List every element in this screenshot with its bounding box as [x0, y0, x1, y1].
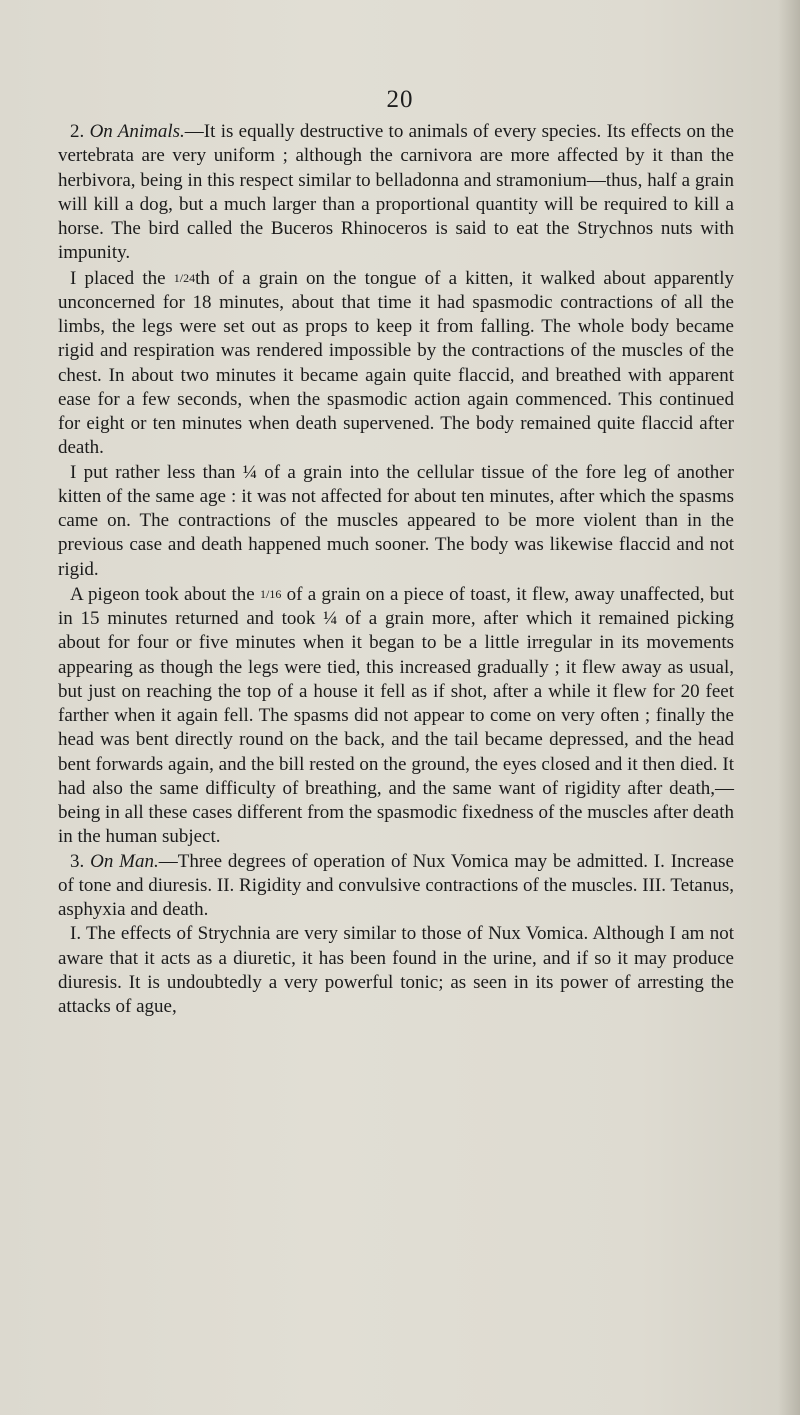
section-number: 3. [70, 850, 85, 872]
paragraph-text: —It is equally destructive to animals of every species. Its effects on the vertebrata are very uniform ; although the carnivora are more affected by it than the herbivora, being in this respect similar to belladonna and stramonium—thus, half a grain will kill a dog, but a much larger than a proportional quantity will be required to kill a horse. The bird called the Buceros Rhinoceros is said to eat the Strychnos nuts with impunity. [58, 121, 734, 264]
dose-fraction: ¼ [242, 461, 257, 483]
dose-fraction: 1/24 [173, 270, 196, 285]
paragraph-kitten-two [58, 461, 734, 582]
paragraph-text-start: A pigeon took about the [70, 583, 260, 605]
dose-fraction: 1/16 [259, 586, 282, 601]
section-heading: On Man. [90, 850, 159, 872]
paragraph-text-end: th of a grain on the tongue of a kitten, it walked about apparently unconcerned for 18 minutes, about that time it had spasmodic contractions of all the limbs, the legs were set out as props to keep it from falling. The whole body became rigid and respiration was rendered impossible by the contractions of the muscles of the chest. In about two minutes it became again quite flaccid, and breathed with apparent ease for a few seconds, when the spasmodic action again commenced. This continued for eight or ten minutes when death supervened. The body remained quite flaccid after death. [58, 267, 734, 459]
paragraph-text: —Three degrees of operation of Nux Vomica may be admitted. I. Increase of tone and diuresis. II. Rigidity and convulsive contractions of the muscles. III. Tetanus, asphyxia and death. [58, 850, 734, 920]
paragraph-on-man [58, 850, 734, 923]
page-edge-shadow [778, 0, 800, 1415]
paragraph-on-animals [58, 120, 734, 266]
section-number: 2. [70, 121, 85, 142]
body-text [58, 120, 734, 1019]
paragraph-text: I. The effects of Strychnia are very similar to those of Nux Vomica. Although I am not aware that it acts as a diuretic, it has been found in the urine, and if so it may produce diuresis. It is undoubtedly a very powerful tonic; as seen in its power of arresting the attacks of ague, [58, 923, 734, 1017]
paragraph-text-start: I placed the [70, 267, 174, 289]
paragraph-text-end: of a grain into the cellular tissue of the fore leg of another kitten of the same age : it was not affected for about ten minutes, after which the spasms came on. The contractions of the muscles appeared to be more violent than in the previous case and death happened much sooner. The body was likewise flaccid and not rigid. [58, 461, 734, 580]
paragraph-text-start: I put rather less than [70, 461, 243, 483]
paragraph-kitten-one [58, 266, 734, 461]
paragraph-text-end: of a grain on a piece of toast, it flew, away unaffected, but in 15 minutes returned and took ¼ of a grain more, after which it remained picking about for four or five minutes when it began to be a little irregular in its movements appearing as though the legs were tied, this increased gradually ; it flew away as usual, but just on reaching the top of a house it fell as if shot, after a while it flew for 20 feet farther when it again fell. The spasms did not appear to come on very often ; finally the head was bent directly round on the back, and the tail became depressed, and the head bent forwards again, and the bill rested on the ground, the eyes closed and it then died. It had also the same difficulty of breathing, and the same want of rigidity after death,—being in all these cases different from the spasmodic fixedness of the muscles after death in the human subject. [58, 583, 734, 848]
section-heading: On Animals. [89, 121, 185, 142]
paragraph-strychnia-effects [58, 922, 734, 1019]
page-number: 20 [386, 86, 414, 113]
paragraph-pigeon [58, 582, 734, 850]
